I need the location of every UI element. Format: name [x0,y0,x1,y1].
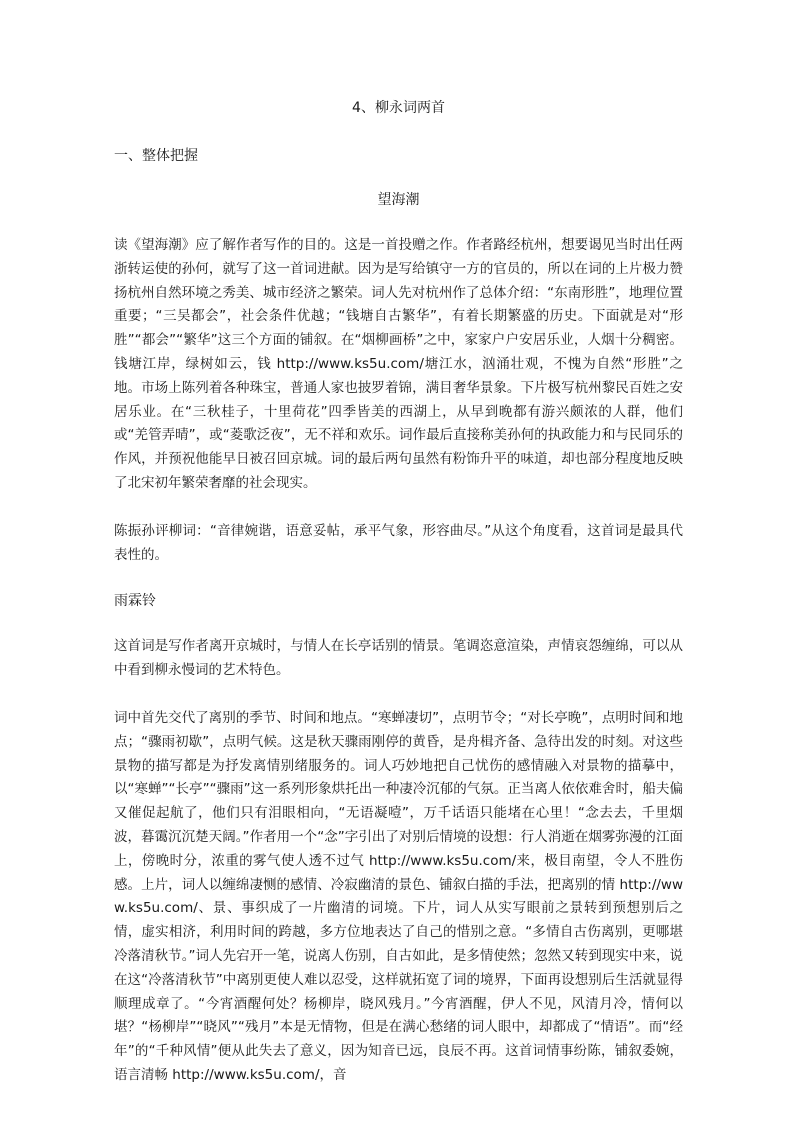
document-title: 4、柳永词两首 [352,100,445,116]
paragraph-wanghaichao-analysis: 读《望海潮》应了解作者写作的目的。这是一首投赠之作。作者路经杭州，想要谒见当时出任两浙转运使的孙何，就写了这一首词进献。因为是写给镇守一方的官员的，所以在词的上片极力赞扬杭州自然环境之秀美、城市经济之繁荣。词人先对杭州作了总体介绍：“东南形胜”，地理位置重要；“三吴都会”，社会条件优越；“钱塘自古繁华”，有着长期繁盛的历史。下面就是对“形胜”“都会”“繁华”这三个方面的铺叙。在“烟柳画桥”之中，家家户户安居乐业，人烟十分稠密。钱塘江岸，绿树如云，钱 http://www.ks5u.com/塘江水，汹涌壮观，不愧为自然“形胜”之地。市场上陈列着各种珠宝，普通人家也披罗着锦，满目奢华景象。下片极写杭州黎民百姓之安居乐业。在“三秋桂子，十里荷花”四季皆美的西湖上，从早到晚都有游兴颇浓的人群，他们或“羌管弄晴”，或“菱歌泛夜”，无不祥和欢乐。词作最后直接称美孙何的执政能力和与民同乐的作风，并预祝他能早日被召回京城。词的最后两句虽然有粉饰升平的味道，却也部分程度地反映了北宋初年繁荣奢靡的社会现实。 [114,237,683,491]
poem-title-wanghaichao: 望海潮 [377,192,420,208]
poem-title-yulinling: 雨霖铃 [114,593,156,610]
paragraph-yulinling-analysis: 词中首先交代了离别的季节、时间和地点。“寒蝉凄切”，点明节令；“对长亭晚”，点明时间和地点；“骤雨初歇”，点明气候。这是秋天骤雨刚停的黄昏，是舟楫齐备、急待出发的时刻。对这些景物的描写都是为抒发离情别绪服务的。词人巧妙地把自己忧伤的感情融入对景物的描摹中，以“寒蝉”“长亭”“骤雨”这一系列形象烘托出一种凄冷沉郁的气氛。正当离人依依难舍时，船夫偏又催促起航了，他们只有泪眼相向，“无语凝噎”，万千话语只能堵在心里！“念去去，千里烟波，暮霭沉沉楚天阔。”作者用一个“念”字引出了对别后情境的设想：行人消逝在烟雾弥漫的江面上，傍晚时分，浓重的雾气使人透不过气 http://www.ks5u.com/来，极目南望，令人不胜伤感。上片，词人以缠绵凄恻的感情、冷寂幽清的景色、铺叙白描的手法，把离别的情 http://www.ks5u.com/、景、事织成了一片幽清的词境。下片，词人从实写眼前之景转到预想别后之情，虚实相济，利用时间的跨越，多方位地表达了自己的惜别之意。“多情自古伤离别，更哪堪冷落清秋节。”词人先宕开一笔，说离人伤别，自古如此，是多情使然；忽然又转到现实中来，说在这“冷落清秋节”中离别更使人难以忍受，这样就拓宽了词的境界，下面再设想别后生活就显得顺理成章了。“今宵酒醒何处？杨柳岸，晓风残月。”今宵酒醒，伊人不见，风清月冷，情何以堪？“杨柳岸”“晓风”“残月”本是无情物，但是在满心愁绪的词人眼中，却都成了“情语”。而“经年”的“千种风情”便从此失去了意义，因为知音已远，良辰不再。这首词情事纷陈，铺叙委婉，语言清畅 http://www.ks5u.com/，音 [114,709,683,1083]
paragraph-chen-zhensun-comment: 陈振孙评柳词：“音律婉谐，语意妥帖，承平气象，形容曲尽。”从这个角度看，这首词是最具代表性的。 [114,522,683,563]
section-heading: 一、整体把握 [114,148,198,164]
paragraph-yulinling-intro: 这首词是写作者离开京城时，与情人在长亭话别的情景。笔调恣意渲染，声情哀怨缠绵，可以从中看到柳永慢词的艺术特色。 [114,638,683,679]
